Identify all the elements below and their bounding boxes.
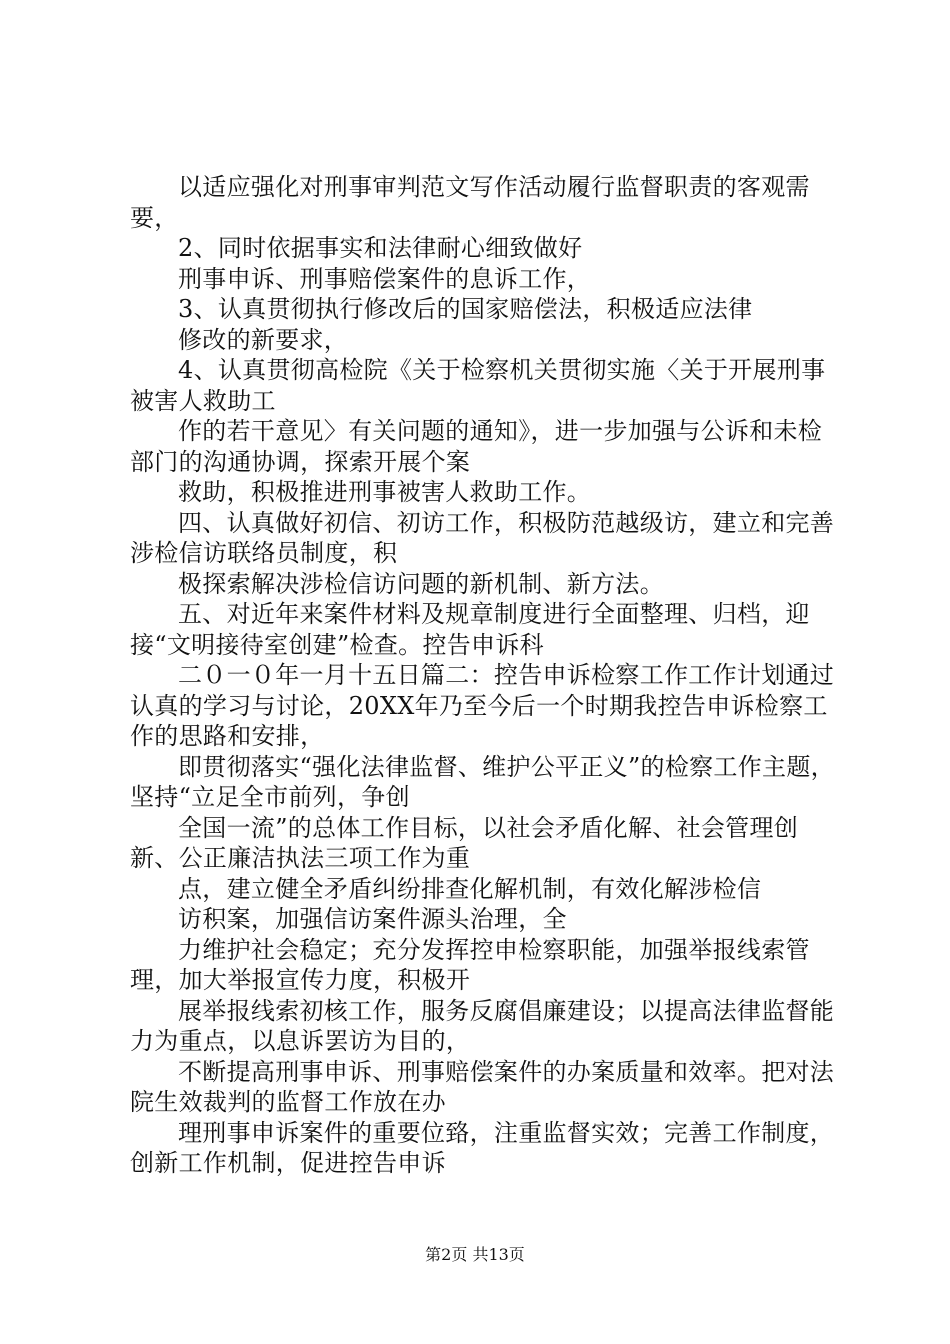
paragraph: 以适应强化对刑事审判范文写作活动履行监督职责的客观需要， [130,173,810,232]
paragraph: 展举报线索初核工作，服务反腐倡廉建设；以提高法律监督能力为重点，以息诉罢访为目的， [130,996,835,1055]
paragraph: 修改的新要求， [178,325,349,354]
paragraph: 访积案，加强信访案件源头治理，全 [178,905,567,933]
paragraph: 力维护社会稳定；充分发挥控申检察职能，加强举报线索管理，加大举报宣传力度，积极开 [130,935,810,994]
paragraph: 理刑事申诉案件的重要位臵，注重监督实效；完善工作制度，创新工作机制，促进控告申诉 [130,1118,835,1177]
paragraph: 救助，积极推进刑事被害人救助工作。 [178,478,592,506]
paragraph: 作的若干意见〉有关问题的通知》，进一步加强与公诉和未检部门的沟通协调，探索开展个案 [130,417,823,476]
paragraph: 2、同时依据事实和法律耐心细致做好 [178,234,583,262]
paragraph: 点，建立健全矛盾纠纷排查化解机制，有效化解涉检信 [178,874,762,903]
paragraph: 4、认真贯彻高检院《关于检察机关贯彻实施〈关于开展刑事被害人救助工 [130,356,826,415]
paragraph: 极探索解决涉检信访问题的新机制、新方法。 [178,569,664,598]
paragraph: 刑事申诉、刑事赔偿案件的息诉工作， [178,264,592,293]
page-number-footer: 第2页 共13页 [425,1245,525,1264]
paragraph: 二０一０年一月十五日篇二：控告申诉检察工作工作计划通过认真的学习与讨论，20XX年乃至今后一个时期我控告申诉检察工作的思路和安排， [130,661,835,750]
document-body [130,172,835,1179]
paragraph: 不断提高刑事申诉、刑事赔偿案件的办案质量和效率。把对法院生效裁判的监督工作放在办 [130,1057,835,1116]
paragraph: 四、认真做好初信、初访工作，积极防范越级访，建立和完善涉检信访联络员制度，积 [130,508,835,567]
paragraph: 五、对近年来案件材料及规章制度进行全面整理、归档，迎接“文明接待室创建”检查。控告申诉科 [130,600,810,659]
paragraph: 3、认真贯彻执行修改后的国家赔偿法，积极适应法律 [178,295,753,323]
paragraph: 即贯彻落实“强化法律监督、维护公平正义”的检察工作主题，坚持“立足全市前列，争创 [130,752,835,811]
paragraph: 全国一流”的总体工作目标，以社会矛盾化解、社会管理创新、公正廉洁执法三项工作为重 [130,813,799,872]
